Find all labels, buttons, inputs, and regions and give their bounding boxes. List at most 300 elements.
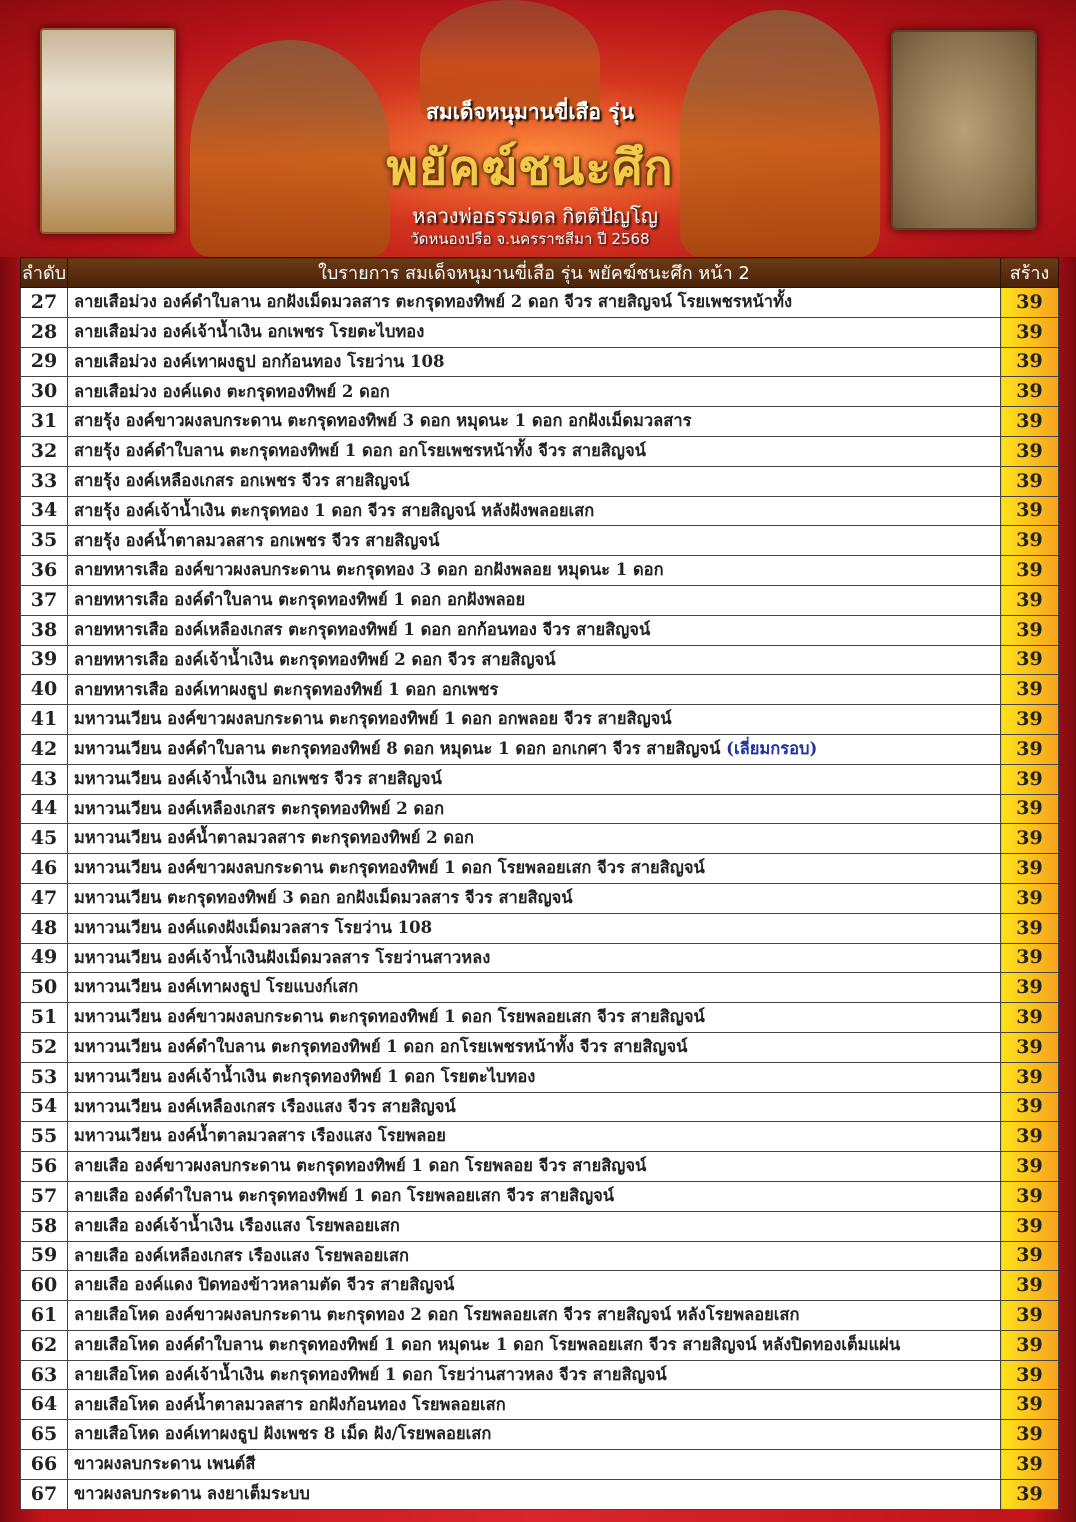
row-item: [68, 645, 1001, 675]
row-item-text: ลายเสือโหด องค์ดำใบลาน ตะกรุดทองทิพย์ 1 ดอก หมุดนะ 1 ดอก โรยพลอยเสก จีวร สายสิญจน์ หลังปิดทองเต็มแผ่น: [74, 1335, 901, 1355]
row-number: [21, 288, 68, 318]
row-number: [21, 1181, 68, 1211]
table-row: [21, 585, 1059, 615]
row-item: [68, 347, 1001, 377]
row-count-text: 39: [1016, 976, 1043, 999]
row-number-text: 61: [30, 1303, 58, 1326]
row-count: [1001, 943, 1059, 973]
row-item: [68, 854, 1001, 884]
row-number: [21, 1271, 68, 1301]
table-row: [21, 734, 1059, 764]
row-number: [21, 973, 68, 1003]
row-count-text: 39: [1016, 1393, 1043, 1416]
row-item-text: ลายเสือโหด องค์เจ้าน้ำเงิน ตะกรุดทองทิพย์ 1 ดอก โรยว่านสาวหลง จีวร สายสิญจน์: [74, 1364, 667, 1384]
row-number-text: 67: [30, 1482, 58, 1505]
table-row: [21, 645, 1059, 675]
row-item: [68, 556, 1001, 586]
row-count-text: 39: [1016, 469, 1043, 492]
row-count-text: 39: [1016, 1214, 1043, 1237]
table-row: [21, 347, 1059, 377]
row-number: [21, 1003, 68, 1033]
row-number-text: 40: [30, 678, 58, 701]
table-row: [21, 1211, 1059, 1241]
row-item: [68, 1211, 1001, 1241]
row-count-text: 39: [1016, 350, 1043, 373]
table-row: [21, 407, 1059, 437]
row-count-text: 39: [1016, 588, 1043, 611]
row-number-text: 27: [30, 290, 58, 313]
row-count: [1001, 854, 1059, 884]
row-number-text: 48: [30, 916, 58, 939]
row-item: [68, 436, 1001, 466]
row-number: [21, 1450, 68, 1480]
table-row: [21, 1420, 1059, 1450]
row-count: [1001, 973, 1059, 1003]
row-item-text: มหาวนเวียน องค์ขาวผงลบกระดาน ตะกรุดทองทิพย์ 1 ดอก โรยพลอยเสก จีวร สายสิญจน์: [74, 858, 705, 878]
row-number-text: 62: [30, 1333, 58, 1356]
table-row: [21, 1479, 1059, 1509]
row-item: [68, 883, 1001, 913]
row-count-text: 39: [1016, 857, 1043, 880]
banner-subtitle: สมเด็จหนุมานขี่เสือ รุ่น: [426, 100, 634, 124]
row-count-text: 39: [1016, 767, 1043, 790]
row-item: [68, 824, 1001, 854]
row-number: [21, 794, 68, 824]
row-count-text: 39: [1016, 1333, 1043, 1356]
row-item: [68, 675, 1001, 705]
row-number: [21, 496, 68, 526]
table-row: [21, 1062, 1059, 1092]
row-count: [1001, 1330, 1059, 1360]
row-item: [68, 913, 1001, 943]
row-item: [68, 1181, 1001, 1211]
row-number-text: 57: [30, 1184, 58, 1207]
row-number-text: 45: [30, 827, 58, 850]
row-count-text: 39: [1016, 1452, 1043, 1475]
row-number: [21, 1479, 68, 1509]
row-count: [1001, 1032, 1059, 1062]
table-row: [21, 1390, 1059, 1420]
row-number: [21, 675, 68, 705]
row-count-text: 39: [1016, 708, 1043, 731]
table-row: [21, 1092, 1059, 1122]
table-row: [21, 496, 1059, 526]
row-item: [68, 585, 1001, 615]
row-count: [1001, 466, 1059, 496]
row-number-text: 56: [30, 1155, 58, 1177]
row-item-text: มหาวนเวียน องค์น้ำตาลมวลสาร เรืองแสง โรยพลอย: [74, 1126, 446, 1146]
row-number: [21, 705, 68, 735]
row-number-text: 49: [30, 946, 58, 969]
row-count-text: 39: [1016, 410, 1043, 433]
row-number: [21, 615, 68, 645]
row-count-text: 39: [1016, 380, 1043, 403]
row-number: [21, 1122, 68, 1152]
row-item-text: มหาวนเวียน องค์ดำใบลาน ตะกรุดทองทิพย์ 8 ดอก หมุดนะ 1 ดอก อกเกศา จีวร สายสิญจน์: [74, 739, 721, 759]
row-number: [21, 1152, 68, 1182]
row-item-text: มหาวนเวียน องค์เทาผงธูป โรยแบงก์เสก: [74, 977, 359, 997]
row-item: [68, 1271, 1001, 1301]
table-row: [21, 824, 1059, 854]
table-row: [21, 1122, 1059, 1152]
row-number-text: 65: [30, 1423, 58, 1446]
row-number-text: 58: [30, 1214, 58, 1237]
row-item: [68, 496, 1001, 526]
table-row: [21, 705, 1059, 735]
row-item-text: ลายเสือ องค์ขาวผงลบกระดาน ตะกรุดทองทิพย์ 1 ดอก โรยพลอย จีวร สายสิญจน์: [74, 1156, 647, 1176]
row-item: [68, 1003, 1001, 1033]
row-item-text: ลายเสือ องค์แดง ปิดทองข้าวหลามตัด จีวร สายสิญจน์: [74, 1275, 455, 1295]
row-item: [68, 377, 1001, 407]
row-count: [1001, 1479, 1059, 1509]
row-count: [1001, 1241, 1059, 1271]
row-count-text: 39: [1016, 737, 1043, 760]
row-number-text: 44: [30, 797, 58, 820]
row-item-text: ลายทหารเสือ องค์เจ้าน้ำเงิน ตะกรุดทองทิพย์ 2 ดอก จีวร สายสิญจน์: [74, 649, 556, 669]
row-number: [21, 436, 68, 466]
table-row: [21, 1301, 1059, 1331]
row-item: [68, 1479, 1001, 1509]
row-number-text: 30: [30, 380, 58, 403]
row-number: [21, 526, 68, 556]
row-number: [21, 824, 68, 854]
table-row: [21, 377, 1059, 407]
row-count-text: 39: [1016, 618, 1043, 641]
row-item-text: ลายเสือม่วง องค์ดำใบลาน อกฝังเม็ดมวลสาร ตะกรุดทองทิพย์ 2 ดอก จีวร สายสิญจน์ โรยเพชรหน้าทั้ง: [74, 292, 792, 312]
table-row: [21, 943, 1059, 973]
row-number: [21, 1032, 68, 1062]
table-row: [21, 794, 1059, 824]
row-item-text: ขาวผงลบกระดาน ลงยาเต็มระบบ: [74, 1484, 310, 1504]
row-count: [1001, 347, 1059, 377]
row-number-text: 31: [30, 410, 58, 433]
row-number: [21, 913, 68, 943]
table-row: [21, 317, 1059, 347]
row-count: [1001, 496, 1059, 526]
row-number-text: 43: [30, 767, 58, 790]
row-item: [68, 466, 1001, 496]
row-item: [68, 1032, 1001, 1062]
row-count-text: 39: [1016, 290, 1043, 313]
row-item-text: มหาวนเวียน องค์เหลืองเกสร เรืองแสง จีวร สายสิญจน์: [74, 1096, 456, 1116]
row-item: [68, 1360, 1001, 1390]
row-item-text: สายรุ้ง องค์ดำใบลาน ตะกรุดทองทิพย์ 1 ดอก อกโรยเพชรหน้าทั้ง จีวร สายสิญจน์: [74, 441, 646, 461]
row-number: [21, 1301, 68, 1331]
row-count: [1001, 764, 1059, 794]
row-item-text: ลายเสือม่วง องค์เจ้าน้ำเงิน อกเพชร โรยตะไบทอง: [74, 321, 425, 341]
row-count: [1001, 1390, 1059, 1420]
row-item: [68, 1241, 1001, 1271]
row-count: [1001, 526, 1059, 556]
row-number: [21, 883, 68, 913]
row-count-text: 39: [1016, 1035, 1043, 1058]
row-item-text: ลายเสือ องค์เหลืองเกสร เรืองแสง โรยพลอยเสก: [74, 1245, 409, 1265]
row-number-text: 32: [30, 439, 58, 462]
row-count: [1001, 734, 1059, 764]
row-count: [1001, 705, 1059, 735]
row-number: [21, 943, 68, 973]
row-number: [21, 347, 68, 377]
row-item-text: มหาวนเวียน องค์เจ้าน้ำเงินฝังเม็ดมวลสาร โรยว่านสาวหลง: [74, 947, 491, 967]
table-row: [21, 854, 1059, 884]
table-row: [21, 615, 1059, 645]
row-item: [68, 615, 1001, 645]
header-banner: [0, 0, 1076, 257]
row-number-text: 28: [30, 320, 58, 343]
table-row: [21, 556, 1059, 586]
row-number: [21, 1092, 68, 1122]
row-number: [21, 1062, 68, 1092]
row-item-text: มหาวนเวียน องค์เจ้าน้ำเงิน อกเพชร จีวร สายสิญจน์: [74, 768, 442, 788]
row-number-text: 46: [30, 857, 58, 880]
row-item-text: ลายเสือ องค์เจ้าน้ำเงิน เรืองแสง โรยพลอยเสก: [74, 1215, 400, 1235]
row-count: [1001, 407, 1059, 437]
row-item-text: ขาวผงลบกระดาน เพนต์สี: [74, 1454, 256, 1474]
row-item: [68, 794, 1001, 824]
row-number: [21, 1241, 68, 1271]
table-row: [21, 675, 1059, 705]
row-count-text: 39: [1016, 529, 1043, 552]
table-row: [21, 526, 1059, 556]
row-number-text: 52: [30, 1035, 58, 1058]
table-row: [21, 973, 1059, 1003]
row-count: [1001, 1092, 1059, 1122]
row-count: [1001, 377, 1059, 407]
row-item-text: สายรุ้ง องค์เหลืองเกสร อกเพชร จีวร สายสิญจน์: [74, 470, 410, 490]
table-row: [21, 1450, 1059, 1480]
row-item-text: มหาวนเวียน ตะกรุดทองทิพย์ 3 ดอก อกฝังเม็ดมวลสาร จีวร สายสิญจน์: [74, 888, 573, 908]
row-item-text: มหาวนเวียน องค์ดำใบลาน ตะกรุดทองทิพย์ 1 ดอก อกโรยเพชรหน้าทั้ง จีวร สายสิญจน์: [74, 1037, 688, 1057]
row-count: [1001, 317, 1059, 347]
row-count-text: 39: [1016, 499, 1043, 522]
table-row: [21, 1003, 1059, 1033]
row-item-text: ลายเสือโหด องค์น้ำตาลมวลสาร อกฝังก้อนทอง โรยพลอยเสก: [74, 1394, 506, 1414]
row-count-text: 39: [1016, 648, 1043, 671]
row-number-text: 63: [30, 1363, 58, 1386]
row-count: [1001, 913, 1059, 943]
row-count-text: 39: [1016, 1184, 1043, 1207]
row-number: [21, 466, 68, 496]
row-item: [68, 317, 1001, 347]
row-number-text: 66: [30, 1452, 58, 1475]
row-item-text: ลายเสือ องค์ดำใบลาน ตะกรุดทองทิพย์ 1 ดอก โรยพลอยเสก จีวร สายสิญจน์: [74, 1186, 615, 1206]
row-item-text: มหาวนเวียน องค์ขาวผงลบกระดาน ตะกรุดทองทิพย์ 1 ดอก อกพลอย จีวร สายสิญจน์: [74, 709, 672, 729]
row-number-text: 38: [30, 618, 58, 641]
row-count-text: 39: [1016, 916, 1043, 939]
row-number-text: 64: [30, 1393, 58, 1416]
row-number-text: 55: [30, 1125, 58, 1148]
row-number-text: 41: [30, 708, 58, 731]
row-number-text: 35: [30, 529, 58, 552]
row-item-text: มหาวนเวียน องค์แดงฝังเม็ดมวลสาร โรยว่าน 108: [74, 917, 433, 937]
row-count: [1001, 1420, 1059, 1450]
table-row: [21, 466, 1059, 496]
row-number-text: 34: [30, 499, 58, 522]
row-item-text: สายรุ้ง องค์ขาวผงลบกระดาน ตะกรุดทองทิพย์ 3 ดอก หมุดนะ 1 ดอก อกฝังเม็ดมวลสาร: [74, 411, 692, 431]
table-row: [21, 764, 1059, 794]
row-number: [21, 645, 68, 675]
row-item-text: ลายทหารเสือ องค์เหลืองเกสร ตะกรุดทองทิพย์ 1 ดอก อกก้อนทอง จีวร สายสิญจน์: [74, 619, 651, 639]
row-item: [68, 1092, 1001, 1122]
row-count-text: 39: [1016, 320, 1043, 343]
row-number: [21, 556, 68, 586]
row-note: (เลี่ยมกรอบ): [726, 739, 818, 759]
row-item: [68, 705, 1001, 735]
row-number: [21, 377, 68, 407]
row-item: [68, 407, 1001, 437]
row-count-text: 39: [1016, 946, 1043, 969]
row-number-text: 54: [30, 1095, 58, 1118]
table-row: [21, 913, 1059, 943]
row-count: [1001, 1271, 1059, 1301]
row-number: [21, 1390, 68, 1420]
table-row: [21, 1271, 1059, 1301]
row-item-text: มหาวนเวียน องค์น้ำตาลมวลสาร ตะกรุดทองทิพย์ 2 ดอก: [74, 828, 474, 848]
row-count: [1001, 585, 1059, 615]
table-header: [21, 258, 1059, 288]
table-row: [21, 1152, 1059, 1182]
row-count-text: 39: [1016, 886, 1043, 909]
row-item-text: มหาวนเวียน องค์เหลืองเกสร ตะกรุดทองทิพย์ 2 ดอก: [74, 798, 445, 818]
row-count: [1001, 824, 1059, 854]
row-number-text: 36: [30, 559, 58, 582]
row-item: [68, 1062, 1001, 1092]
row-count: [1001, 1450, 1059, 1480]
row-number-text: 33: [30, 469, 58, 492]
row-item: [68, 764, 1001, 794]
table-row: [21, 288, 1059, 318]
row-number: [21, 1330, 68, 1360]
row-item: [68, 526, 1001, 556]
row-item: [68, 1420, 1001, 1450]
banner-title: พยัคฆ์ชนะศึก: [386, 140, 674, 196]
row-count: [1001, 436, 1059, 466]
row-item-text: ลายทหารเสือ องค์ดำใบลาน ตะกรุดทองทิพย์ 1 ดอก อกฝังพลอย: [74, 590, 526, 610]
header-count: สร้าง: [1001, 258, 1059, 288]
row-count-text: 39: [1016, 1303, 1043, 1326]
banner-monk-name: หลวงพ่อธรรมดล กิตติปัญโญ: [412, 204, 658, 228]
row-count: [1001, 1211, 1059, 1241]
row-item: [68, 973, 1001, 1003]
amulet-photo-front: [40, 28, 176, 234]
table-row: [21, 1330, 1059, 1360]
row-count-text: 39: [1016, 1006, 1043, 1029]
row-count-text: 39: [1016, 439, 1043, 462]
row-item-text: ลายเสือม่วง องค์เทาผงธูป อกก้อนทอง โรยว่าน 108: [74, 351, 445, 371]
table-row: [21, 1181, 1059, 1211]
row-number: [21, 585, 68, 615]
row-count-text: 39: [1016, 1363, 1043, 1386]
row-number-text: 60: [30, 1274, 58, 1297]
row-count: [1001, 556, 1059, 586]
row-number: [21, 1360, 68, 1390]
row-count: [1001, 1301, 1059, 1331]
row-count: [1001, 1360, 1059, 1390]
row-count: [1001, 675, 1059, 705]
row-item: [68, 1122, 1001, 1152]
table-row: [21, 1032, 1059, 1062]
row-item-text: สายรุ้ง องค์น้ำตาลมวลสาร อกเพชร จีวร สายสิญจน์: [74, 530, 440, 550]
row-count-text: 39: [1016, 1155, 1043, 1177]
row-count: [1001, 615, 1059, 645]
row-number-text: 47: [30, 886, 58, 909]
row-item: [68, 943, 1001, 973]
row-number-text: 29: [30, 350, 58, 373]
row-item-text: สายรุ้ง องค์เจ้าน้ำเงิน ตะกรุดทอง 1 ดอก จีวร สายสิญจน์ หลังฝังพลอยเสก: [74, 500, 595, 520]
row-item: [68, 1330, 1001, 1360]
row-count: [1001, 1003, 1059, 1033]
amulet-photo-back: [891, 30, 1037, 230]
row-count-text: 39: [1016, 1065, 1043, 1088]
row-item: [68, 1301, 1001, 1331]
row-count-text: 39: [1016, 827, 1043, 850]
row-count: [1001, 288, 1059, 318]
row-count-text: 39: [1016, 1095, 1043, 1118]
row-item: [68, 734, 1001, 764]
header-item: ใบรายการ สมเด็จหนุมานขี่เสือ รุ่น พยัคฆ์ชนะศึก หน้า 2: [68, 258, 1001, 288]
row-count: [1001, 645, 1059, 675]
row-number: [21, 317, 68, 347]
row-count: [1001, 883, 1059, 913]
row-number-text: 39: [30, 648, 58, 671]
row-number-text: 51: [30, 1006, 58, 1029]
row-count-text: 39: [1016, 678, 1043, 701]
row-count: [1001, 794, 1059, 824]
row-count-text: 39: [1016, 559, 1043, 582]
row-number: [21, 1211, 68, 1241]
row-item-text: ลายเสือโหด องค์ขาวผงลบกระดาน ตะกรุดทอง 2 ดอก โรยพลอยเสก จีวร สายสิญจน์ หลังโรยพลอยเสก: [74, 1305, 800, 1325]
row-number-text: 42: [30, 737, 58, 760]
row-item: [68, 1390, 1001, 1420]
row-count-text: 39: [1016, 1244, 1043, 1267]
item-list-table: [20, 257, 1059, 1510]
row-number-text: 50: [30, 976, 58, 999]
row-number: [21, 407, 68, 437]
row-item-text: ลายทหารเสือ องค์ขาวผงลบกระดาน ตะกรุดทอง 3 ดอก อกฝังพลอย หมุดนะ 1 ดอก: [74, 560, 664, 580]
row-item: [68, 1152, 1001, 1182]
row-count: [1001, 1181, 1059, 1211]
row-count-text: 39: [1016, 797, 1043, 820]
row-number: [21, 764, 68, 794]
row-number-text: 59: [30, 1244, 58, 1267]
row-count: [1001, 1152, 1059, 1182]
row-count-text: 39: [1016, 1274, 1043, 1297]
row-item: [68, 1450, 1001, 1480]
row-count-text: 39: [1016, 1125, 1043, 1148]
row-item-text: ลายเสือโหด องค์เทาผงธูป ฝังเพชร 8 เม็ด ฝัง/โรยพลอยเสก: [74, 1424, 492, 1444]
row-number: [21, 734, 68, 764]
banner-temple: วัดหนองปรือ จ.นครราชสีมา ปี 2568: [410, 230, 650, 248]
table-row: [21, 883, 1059, 913]
row-item-text: มหาวนเวียน องค์เจ้าน้ำเงิน ตะกรุดทองทิพย์ 1 ดอก โรยตะไบทอง: [74, 1066, 536, 1086]
row-number: [21, 1420, 68, 1450]
row-count-text: 39: [1016, 1482, 1043, 1505]
row-number-text: 53: [30, 1065, 58, 1088]
header-no: ลำดับ: [21, 258, 68, 288]
row-item-text: ลายทหารเสือ องค์เทาผงธูป ตะกรุดทองทิพย์ 1 ดอก อกเพชร: [74, 679, 499, 699]
row-item-text: ลายเสือม่วง องค์แดง ตะกรุดทองทิพย์ 2 ดอก: [74, 381, 390, 401]
row-count: [1001, 1062, 1059, 1092]
row-item: [68, 288, 1001, 318]
row-number-text: 37: [30, 588, 58, 611]
row-count-text: 39: [1016, 1423, 1043, 1446]
row-count: [1001, 1122, 1059, 1152]
table-row: [21, 436, 1059, 466]
row-number: [21, 854, 68, 884]
row-item-text: มหาวนเวียน องค์ขาวผงลบกระดาน ตะกรุดทองทิพย์ 1 ดอก โรยพลอยเสก จีวร สายสิญจน์: [74, 1007, 705, 1027]
table-row: [21, 1360, 1059, 1390]
table-row: [21, 1241, 1059, 1271]
